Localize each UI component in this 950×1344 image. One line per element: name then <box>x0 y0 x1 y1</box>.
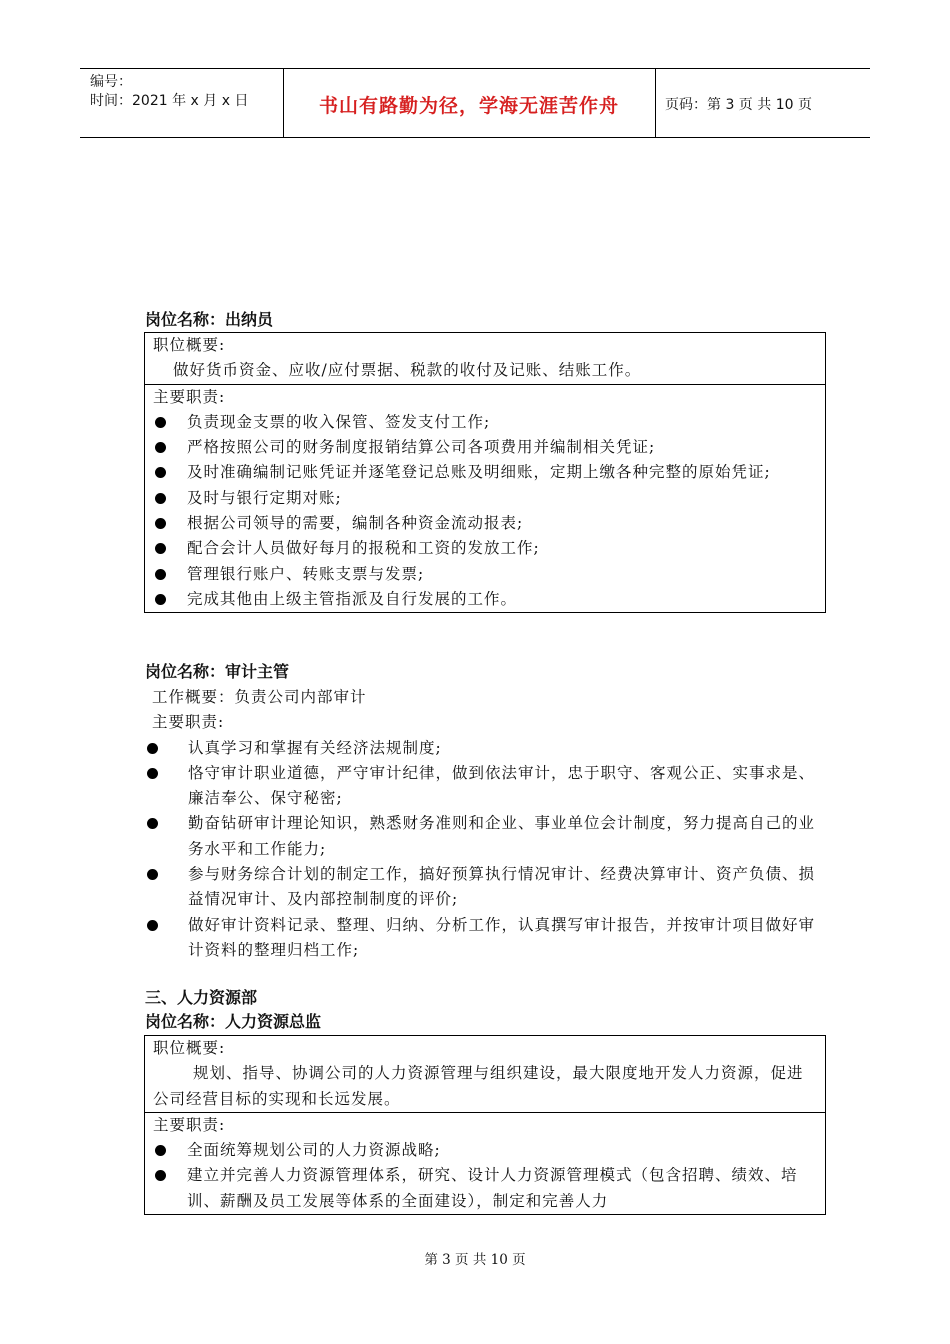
audit-section <box>152 685 824 963</box>
list-item: 参与财务综合计划的制定工作，搞好预算执行情况审计、经费决算审计、资产负债、损益情况审计、及内部控制制度的评价; <box>152 862 824 913</box>
list-item: 建立并完善人力资源管理体系，研究、设计人力资源管理模式（包含招聘、绩效、培训、薪酬及员工发展等体系的全面建设），制定和完善人力 <box>153 1163 817 1214</box>
list-item: 管理银行账户、转账支票与发票; <box>153 562 817 587</box>
overview-label: 职位概要: <box>153 336 226 354</box>
list-item: 根据公司领导的需要，编制各种资金流动报表; <box>153 511 817 536</box>
bullet-icon <box>155 543 166 554</box>
bullet-icon <box>155 417 166 428</box>
list-item: 及时准确编制记账凭证并逐笔登记总账及明细账，定期上缴各种完整的原始凭证; <box>153 460 817 485</box>
bullet-icon <box>147 743 158 754</box>
duties-label: 主要职责: <box>153 1115 226 1134</box>
bullet-icon <box>155 569 166 580</box>
duties-label: 主要职责: <box>152 713 225 732</box>
cashier-table <box>144 332 826 613</box>
bullet-icon <box>147 920 158 931</box>
overview-text: 规划、指导、协调公司的人力资源管理与组织建设，最大限度地开发人力资源，促进公司经营目标的实现和长远发展。 <box>153 1064 804 1108</box>
list-item: 负责现金支票的收入保管、签发支付工作; <box>153 410 817 435</box>
document-date: 时间：2021 年 x 月 x 日 <box>90 93 249 109</box>
bullet-icon <box>155 1145 166 1156</box>
cashier-duties-list <box>153 410 817 612</box>
bullet-icon <box>155 594 166 605</box>
bullet-icon <box>155 1170 166 1181</box>
audit-overview: 工作概要：负责公司内部审计 <box>152 688 367 706</box>
job-title-cashier: 岗位名称：出纳员 <box>145 310 274 329</box>
list-item: 勤奋钻研审计理论知识，熟悉财务准则和企业、事业单位会计制度，努力提高自己的业务水平和工作能力; <box>152 811 824 862</box>
list-item: 严格按照公司的财务制度报销结算公司各项费用并编制相关凭证; <box>153 435 817 460</box>
job-title-audit: 岗位名称：审计主管 <box>145 662 290 681</box>
page-header <box>80 68 870 138</box>
page-footer: 第 3 页 共 10 页 <box>424 1252 526 1268</box>
list-item: 全面统筹规划公司的人力资源战略; <box>153 1138 817 1163</box>
job-title-hr-director: 岗位名称：人力资源总监 <box>145 1012 322 1031</box>
list-item: 认真学习和掌握有关经济法规制度; <box>152 736 824 761</box>
list-item: 配合会计人员做好每月的报税和工资的发放工作; <box>153 536 817 561</box>
hr-duties-section <box>145 1112 825 1214</box>
duties-label: 主要职责: <box>153 387 226 406</box>
cashier-overview-section <box>145 333 825 384</box>
bullet-icon <box>147 818 158 829</box>
list-item: 做好审计资料记录、整理、归纳、分析工作，认真撰写审计报告，并按审计项目做好审计资料的整理归档工作; <box>152 913 824 964</box>
list-item: 及时与银行定期对账; <box>153 486 817 511</box>
bullet-icon <box>155 442 166 453</box>
overview-text: 做好货币资金、应收/应付票据、税款的收付及记账、结账工作。 <box>173 361 642 380</box>
bullet-icon <box>155 493 166 504</box>
section-title-hr: 三、人力资源部 <box>145 988 258 1007</box>
cashier-duties-section <box>145 384 825 613</box>
list-item: 恪守审计职业道德，严守审计纪律，做到依法审计，忠于职守、客观公正、实事求是、廉洁奉公、保守秘密; <box>152 761 824 812</box>
bullet-icon <box>147 768 158 779</box>
header-motto: 书山有路勤为径，学海无涯苦作舟 <box>318 95 619 117</box>
hr-table <box>144 1035 826 1215</box>
document-number: 编号： <box>90 74 132 90</box>
bullet-icon <box>155 467 166 478</box>
audit-duties-list <box>152 736 824 964</box>
header-divider <box>655 69 656 137</box>
header-page-number: 页码：第 3 页 共 10 页 <box>665 97 812 113</box>
bullet-icon <box>155 518 166 529</box>
hr-duties-list <box>153 1138 817 1214</box>
overview-label: 职位概要: <box>153 1039 226 1057</box>
list-item: 完成其他由上级主管指派及自行发展的工作。 <box>153 587 817 612</box>
bullet-icon <box>147 869 158 880</box>
hr-overview-section <box>145 1036 825 1112</box>
